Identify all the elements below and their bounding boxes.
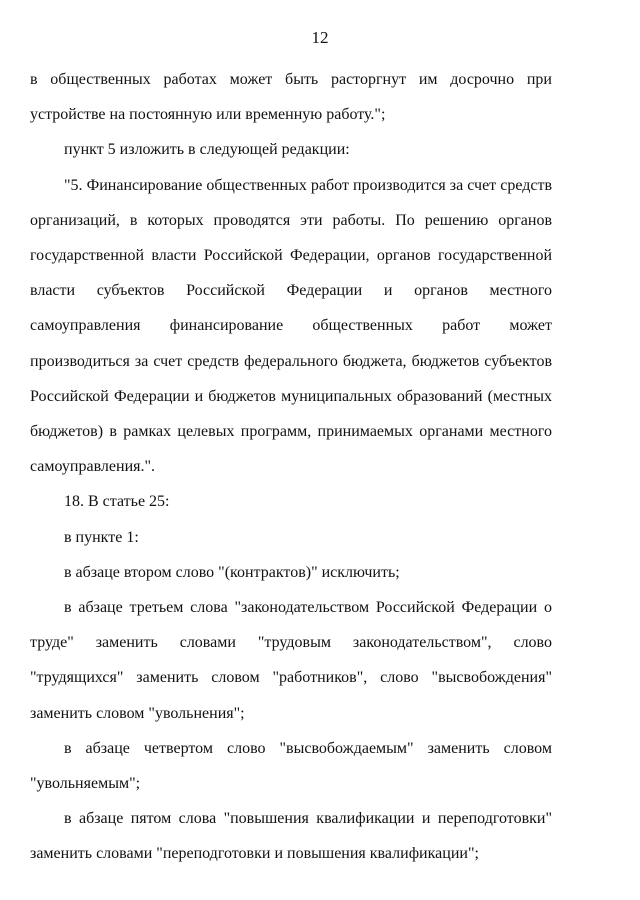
page-number: 12 — [311, 28, 329, 47]
paragraph-point-5-text: "5. Финансирование общественных работ производится за счет средств организаций, в которых проводятся эти работы. По решению органов государственной власти Российской Федерации, органов государственной власти субъектов Российской Федерации и органов местного самоуправления финансирование общественных работ может производиться за счет средств федерального бюджета, бюджетов субъектов Российской Федерации и бюджетов муниципальных образований (местных бюджетов) в рамках целевых программ, принимаемых органами местного самоуправления.". — [30, 176, 552, 476]
paragraph-article-25-heading: 18. В статье 25: — [64, 493, 170, 511]
paragraph-fifth-subparagraph: в абзаце пятом слова "повышения квалификации и переподготовки" заменить словами "переподготовки и повышения квалификации"; — [30, 810, 552, 863]
paragraph-second-subparagraph: в абзаце втором слово "(контрактов)" исключить; — [64, 563, 400, 581]
paragraph-continuation: в общественных работах может быть расторгнут им досрочно при устройстве на постоянную или временную работу."; — [30, 71, 552, 124]
paragraph-point-1-intro: в пункте 1: — [64, 528, 139, 546]
paragraph-third-subparagraph: в абзаце третьем слова "законодательством Российской Федерации о труде" заменить словами "трудовым законодательством", слово "трудящихся" заменить словом "работников", слово "высвобождения" заменить словом "увольнения"; — [30, 599, 552, 722]
paragraph-fourth-subparagraph: в абзаце четвертом слово "высвобождаемым" заменить словом "увольняемым"; — [30, 739, 552, 793]
document-body — [30, 62, 552, 872]
paragraph-point-5-intro: пункт 5 изложить в следующей редакции: — [64, 141, 350, 159]
